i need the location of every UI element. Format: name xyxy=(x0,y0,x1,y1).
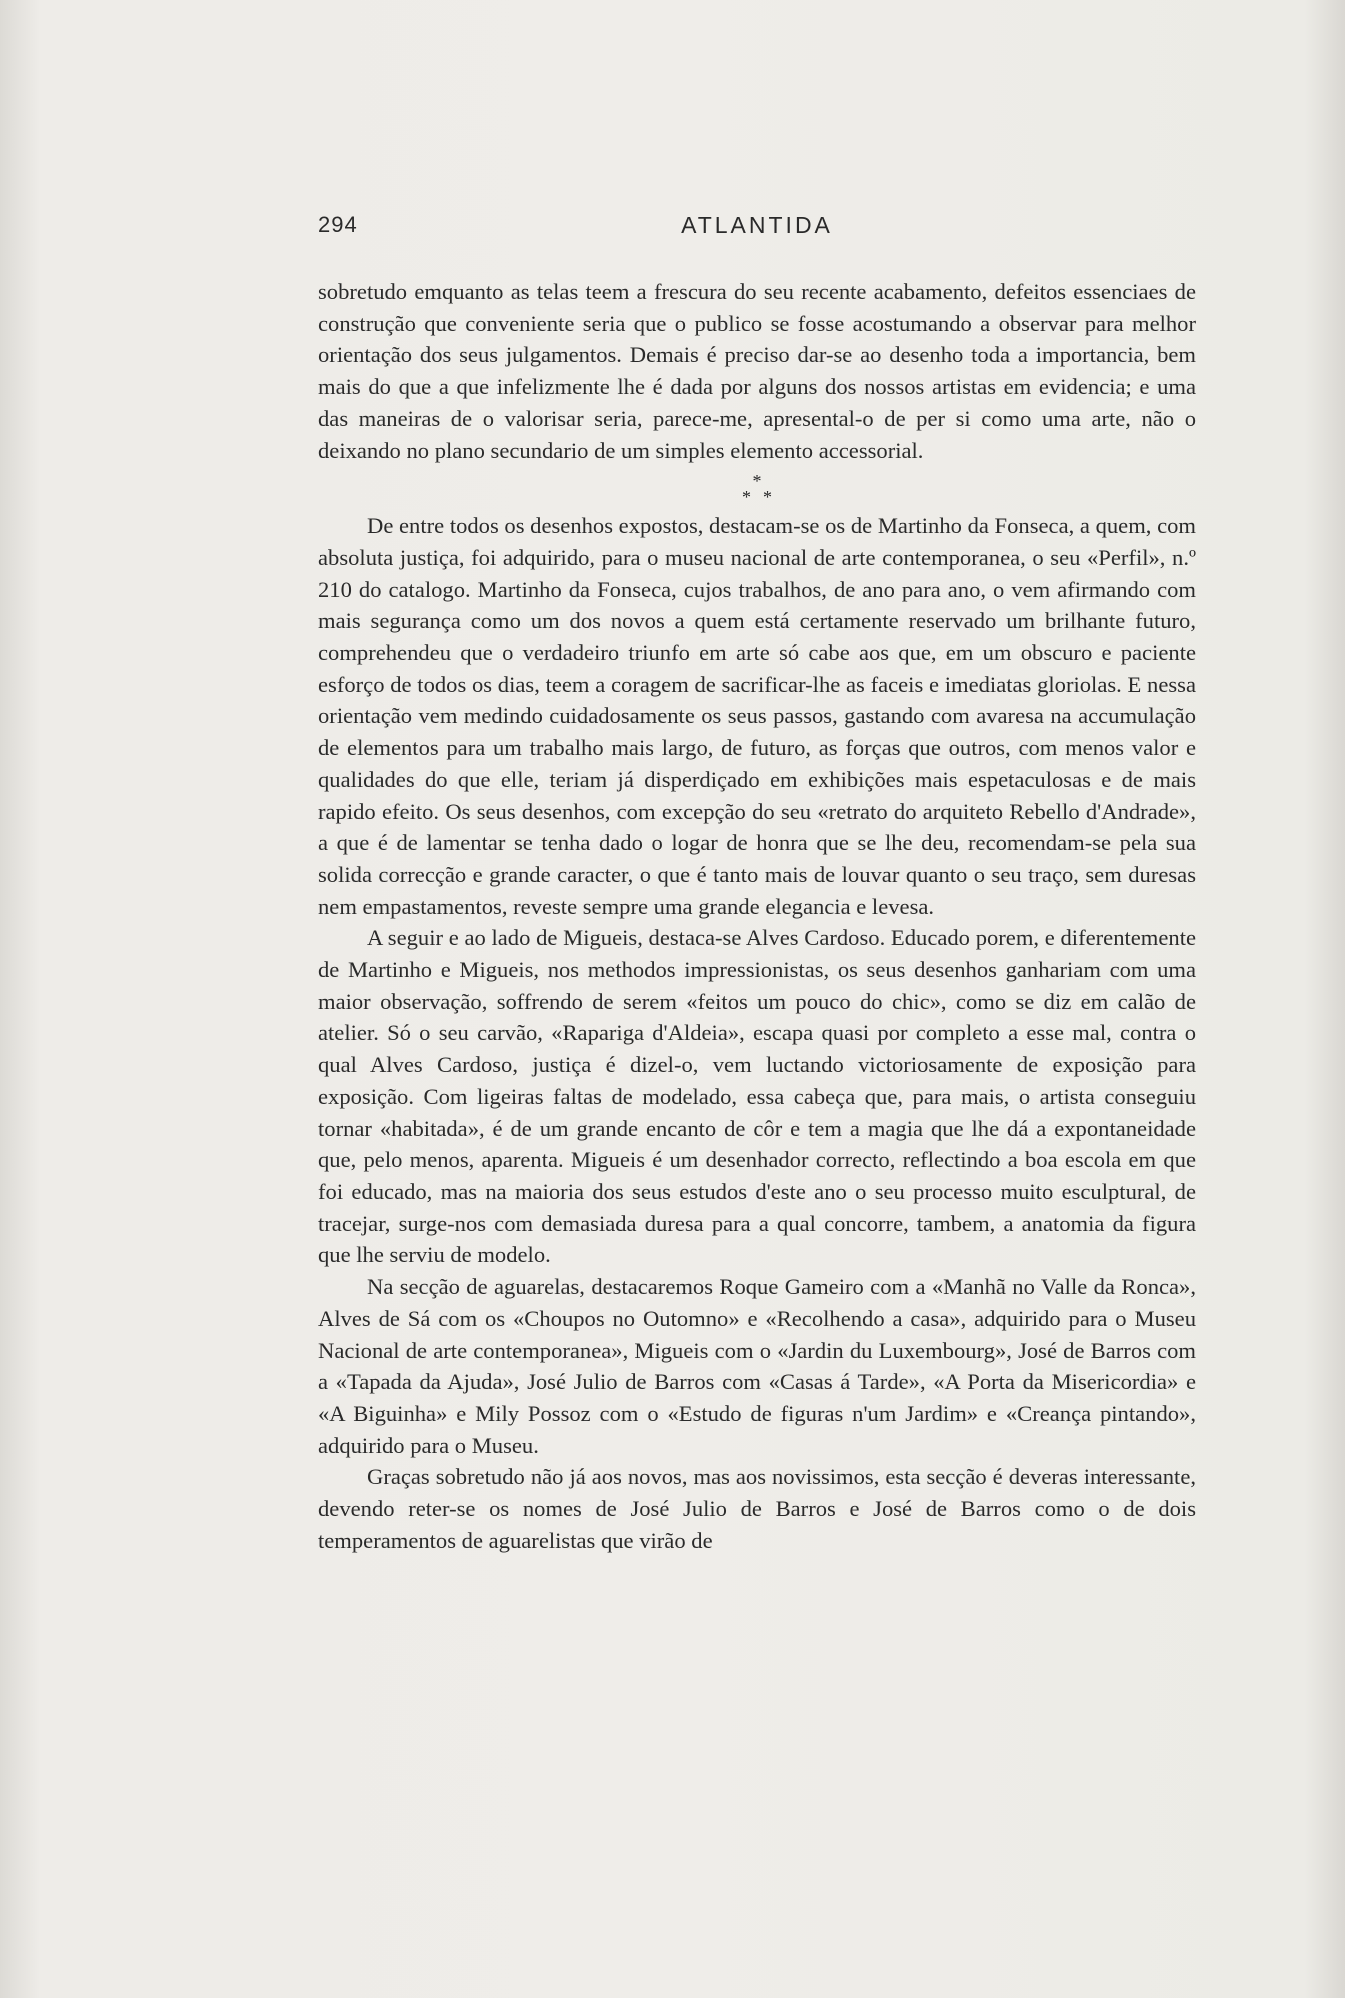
page-number: 294 xyxy=(318,212,358,237)
running-title: ATLANTIDA xyxy=(681,212,833,238)
page-header xyxy=(318,212,1196,246)
paragraph-3: A seguir e ao lado de Migueis, destaca-se Alves Cardoso. Educado porem, e diferentemente de Martinho e Migueis, nos methodos impressionistas, os seus desenhos ganhariam com uma maior observação, soffrendo de serem «feitos um pouco do chic», como se diz em calão de atelier. Só o seu carvão, «Rapariga d'Aldeia», escapa quasi por completo a esse mal, contra o qual Alves Cardoso, justiça é dizel-o, vem luctando victoriosamente de exposição para exposição. Com ligeiras faltas de modelado, essa cabeça que, para mais, o artista conseguiu tornar «habitada», é de um grande encanto de côr e tem a magia que lhe dá a expontaneidade que, pelo menos, aparenta. Migueis é um desenhador correcto, reflectindo a boa escola em que foi educado, mas na maioria dos seus estudos d'este ano o seu processo muito esculptural, de tracejar, surge-nos com demasiada duresa para a qual concorre, tambem, a anatomia da figura que lhe serviu de modelo. xyxy=(318,925,1196,1268)
section-separator xyxy=(318,466,1196,510)
paragraph-5: Graças sobretudo não já aos novos, mas aos novissimos, esta secção é deveras interessante, devendo reter-se os nomes de José Julio de Barros e José de Barros como o de dois temperamentos de aguarelistas que virão de xyxy=(318,1464,1196,1553)
paragraph-2: De entre todos os desenhos expostos, destacam-se os de Martinho da Fonseca, a quem, com absoluta justiça, foi adquirido, para o museu nacional de arte contemporanea, o seu «Perfil», n.º 210 do catalogo. Martinho da Fonseca, cujos trabalhos, de ano para ano, o vem afirmando com mais segurança como um dos novos a quem está certamente reservado um brilhante futuro, comprehendeu que o verdadeiro triunfo em arte só cabe aos que, em um obscuro e paciente esforço de todos os dias, teem a coragem de sacrificar-lhe as faceis e imediatas gloriolas. E nessa orientação vem medindo cuidadosamente os seus passos, gastando com avaresa na accumulação de elementos para um trabalho mais largo, de futuro, as forças que outros, com menos valor e qualidades do que elle, teriam já disperdiçado em exhibições mais espetaculosas e de mais rapido efeito. Os seus desenhos, com excepção do seu «retrato do arquiteto Rebello d'Andrade», a que é de lamentar se tenha dado o logar de honra que se lhe deu, recomendam-se pela sua solida correcção e grande caracter, o que é tanto mais de louvar quanto o seu traço, sem duresas nem empastamentos, reveste sempre uma grande elegancia e levesa. xyxy=(318,513,1196,919)
separator-top: * xyxy=(752,471,762,492)
separator-bottom: ** xyxy=(742,487,784,508)
paragraph-1: sobretudo emquanto as telas teem a frescura do seu recente acabamento, defeitos essenciaes de construção que conveniente seria que o publico se fosse acostumando a observar para melhor orientação dos seus julgamentos. Demais é preciso dar-se ao desenho toda a importancia, bem mais do que a que infelizmente lhe é dada por alguns dos nossos artistas em evidencia; e uma das maneiras de o valorisar seria, parece-me, apresental-o de per si como uma arte, não o deixando no plano secundario de um simples elemento accessorial. xyxy=(318,279,1196,463)
article-body xyxy=(318,276,1196,1556)
paragraph-4: Na secção de aguarelas, destacaremos Roque Gameiro com a «Manhã no Valle da Ronca», Alves de Sá com os «Choupos no Outomno» e «Recolhendo a casa», adquirido para o Museu Nacional de arte contemporanea», Migueis com o «Jardin du Luxembourg», José de Barros com a «Tapada da Ajuda», José Julio de Barros com «Casas á Tarde», «A Porta da Misericordia» e «A Biguinha» e Mily Possoz com o «Estudo de figuras n'um Jardim» e «Creança pintando», adquirido para o Museu. xyxy=(318,1274,1196,1458)
